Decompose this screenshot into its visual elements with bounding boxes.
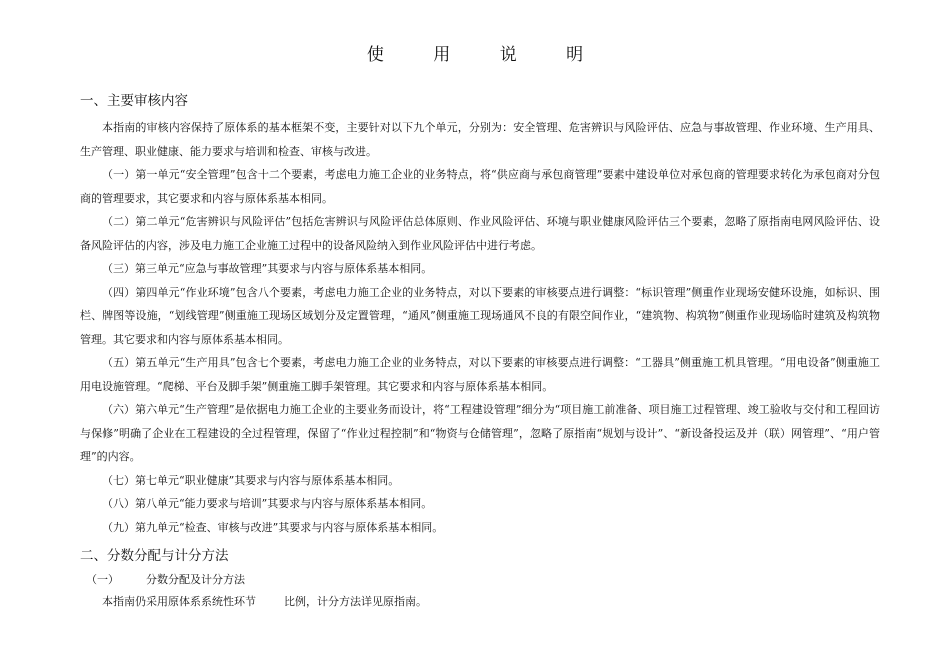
scoring-text-part2: 比例，计分方法详见原指南。 (284, 595, 427, 608)
section-heading-2: 二、分数分配与计分方法 (80, 548, 229, 564)
paragraph-unit-6: （六）第六单元“生产管理”是依据电力施工企业的主要业务而设计，将“工程建设管理”细分为“项目施工前准备、项目施工过程管理、竣工验收与交付和工程回访与保修”明确了企业在工程建设的全过程管理，保留了“作业过程控制”和“物资与仓储管理”，忽略了原指南“规划与设计”、“新设备投运及并（联）网管理”、“用户管理”的内容。 (80, 403, 880, 463)
paragraph-unit-3: （三）第三单元“应急与事故管理”其要求与内容与原体系基本相同。 (102, 262, 433, 275)
document-body (80, 92, 880, 613)
paragraph-unit-8: （八）第八单元“能力要求与培训”其要求与内容与原体系基本相同。 (102, 497, 433, 510)
paragraph-unit-2: （二）第二单元“危害辨识与风险评估”包括危害辨识与风险评估总体原则、作业风险评估、环境与职业健康风险评估三个要素，忽略了原指南电网风险评估、设备风险评估的内容，涉及电力施工企业施工过程中的设备风险纳入到作业风险评估中进行考虑。 (80, 215, 880, 252)
section-heading-1: 一、主要审核内容 (80, 93, 188, 109)
paragraph-scoring (80, 591, 880, 613)
scoring-text-part1: 本指南仍采用原体系系统性环节 (102, 595, 256, 608)
paragraph-unit-5: （五）第五单元“生产用具”包含七个要素，考虑电力施工企业的业务特点，对以下要素的审核要点进行调整：“工器具”侧重施工机具管理。“用电设备”侧重施工用电设施管理。“爬梯、平台及脚手架”侧重施工脚手架管理。其它要求和内容与原体系基本相同。 (80, 356, 880, 393)
paragraph-unit-7: （七）第七单元“职业健康”其要求与内容与原体系基本相同。 (102, 473, 400, 487)
subsection-title: 分数分配及计分方法 (146, 573, 245, 586)
subsection-number: （一） (86, 573, 119, 586)
subsection-heading (80, 569, 880, 591)
paragraph-unit-1: （一）第一单元“安全管理”包含十二个要素，考虑电力施工企业的业务特点，将“供应商与承包商管理”要素中建设单位对承包商的管理要求转化为承包商对分包商的管理要求，其它要求和内容与原体系基本相同。 (80, 168, 880, 205)
paragraph-intro: 本指南的审核内容保持了原体系的基本框架不变，主要针对以下九个单元，分别为：安全管理、危害辨识与风险评估、应急与事故管理、作业环境、生产用具、生产管理、职业健康、能力要求与培训和检查、审核与改进。 (80, 121, 880, 158)
page-title: 使 用 说 明 (366, 45, 606, 65)
paragraph-unit-4: （四）第四单元“作业环境”包含八个要素，考虑电力施工企业的业务特点，对以下要素的审核要点进行调整：“标识管理”侧重作业现场安健环设施，如标识、围栏、牌图等设施，“划线管理”侧重施工现场区域划分及定置管理，“通风”侧重施工现场通风不良的有限空间作业，“建筑物、构筑物”侧重作业现场临时建筑及构筑物管理。其它要求和内容与原体系基本相同。 (80, 285, 880, 346)
paragraph-unit-9: （九）第九单元“检查、审核与改进”其要求与内容与原体系基本相同。 (102, 520, 444, 534)
